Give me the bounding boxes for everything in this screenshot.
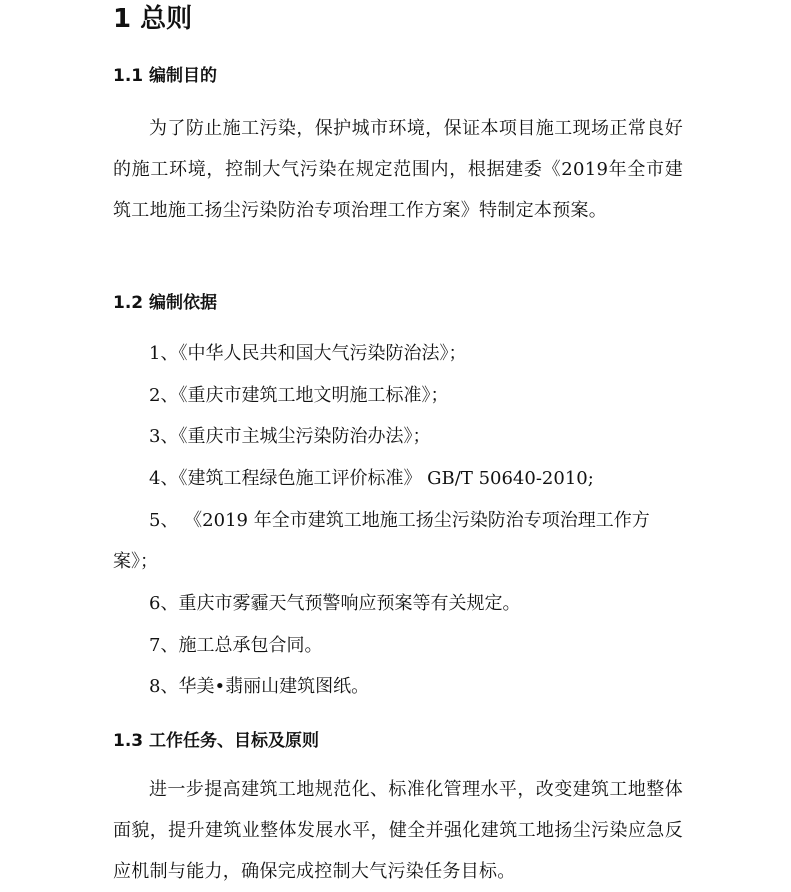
basis-item-8: 8、华美•翡丽山建筑图纸。: [149, 676, 370, 697]
basis-item-3: 3、《重庆市主城尘污染防治办法》；: [149, 426, 431, 447]
basis-item-1: 1、《中华人民共和国大气污染防治法》；: [149, 343, 467, 364]
section-heading-1-3: 1.3 工作任务、目标及原则: [113, 731, 320, 751]
chapter-title: 1 总则: [113, 4, 193, 34]
section-1-3-paragraph: 进一步提高建筑工地规范化、标准化管理水平，改变建筑工地整体面貌，提升建筑业整体发展水平，健全并强化建筑工地扬尘污染应急反应机制与能力，确保完成控制大气污染任务目标。: [113, 779, 683, 882]
basis-item-4: 4、《建筑工程绿色施工评价标准》 GB/T 50640-2010;: [149, 468, 594, 489]
section-heading-1-1: 1.1 编制目的: [113, 66, 218, 86]
basis-item-7: 7、施工总承包合同。: [149, 635, 323, 656]
basis-item-5: 5、 《2019 年全市建筑工地施工扬尘污染防治专项治理工作方案》；: [113, 510, 650, 572]
basis-item-6: 6、重庆市雾霾天气预警响应预案等有关规定。: [149, 593, 521, 614]
section-1-1-paragraph: 为了防止施工污染，保护城市环境，保证本项目施工现场正常良好的施工环境，控制大气污染在规定范围内，根据建委《2019年全市建筑工地施工扬尘污染防治专项治理工作方案》特制定本预案。: [113, 118, 683, 221]
section-heading-1-2: 1.2 编制依据: [113, 293, 218, 313]
basis-item-2: 2、《重庆市建筑工地文明施工标准》；: [149, 385, 449, 406]
